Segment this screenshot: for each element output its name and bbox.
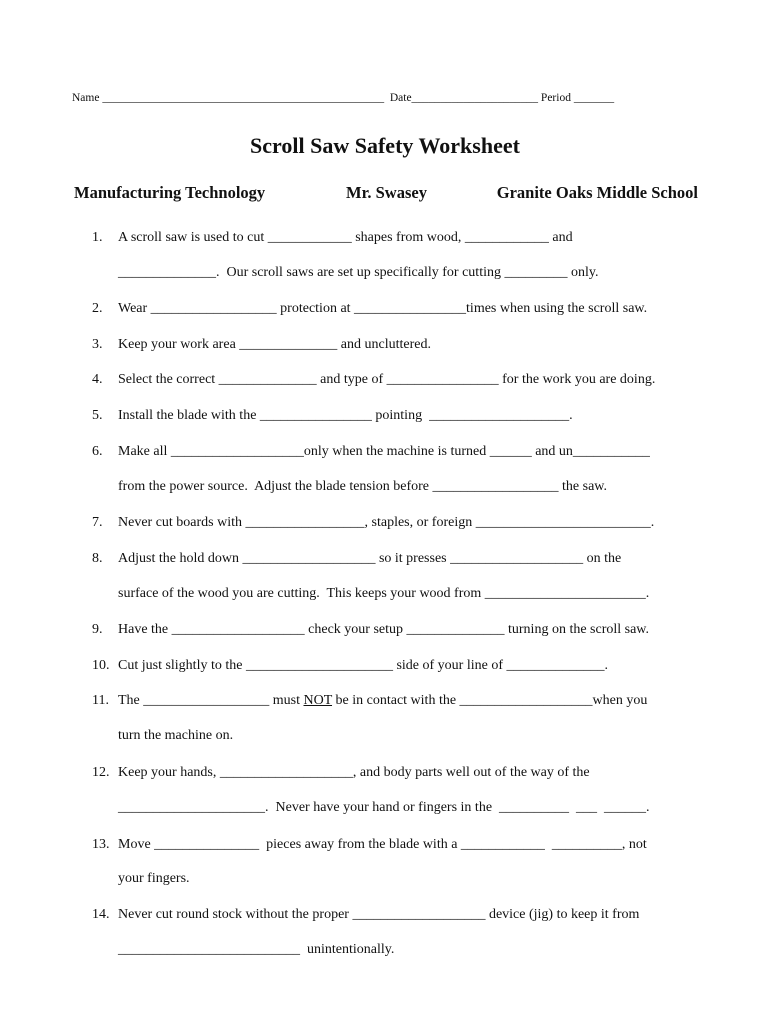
question-number: 2. — [92, 301, 103, 316]
question-text: Have the ___________________ check your setup ______________ turning on the scroll saw. — [118, 622, 650, 637]
question-9 — [92, 621, 712, 638]
question-7 — [92, 514, 712, 531]
question-14-continued: __________________________ unintentionally. — [118, 942, 395, 957]
question-text: Wear __________________ protection at ________________times when using the scroll saw. — [118, 301, 648, 316]
question-number: 5. — [92, 408, 103, 423]
question-number: 14. — [92, 907, 110, 922]
question-14 — [92, 906, 712, 923]
teacher-name: Mr. Swasey — [346, 183, 427, 202]
question-text: Keep your hands, ___________________, and body parts well out of the way of the — [118, 765, 590, 780]
question-6 — [92, 443, 712, 460]
question-text: Keep your work area ______________ and uncluttered. — [118, 337, 431, 352]
question-text-emphasis: NOT — [303, 693, 333, 708]
question-number: 1. — [92, 230, 103, 245]
page-title: Scroll Saw Safety Worksheet — [250, 133, 520, 158]
question-text: Adjust the hold down ___________________ so it presses ___________________ on the — [118, 551, 622, 566]
school-name: Granite Oaks Middle School — [496, 183, 698, 202]
question-text: Make all ___________________only when the machine is turned ______ and un___________ — [118, 444, 650, 459]
question-text: Install the blade with the ________________ pointing ____________________. — [118, 408, 573, 423]
question-3 — [92, 336, 712, 353]
question-2 — [92, 300, 712, 317]
question-4 — [92, 371, 712, 388]
subheader — [74, 183, 698, 207]
question-number: 13. — [92, 837, 110, 852]
question-12-continued: _____________________. Never have your hand or fingers in the __________ ___ ______. — [118, 800, 650, 815]
question-5 — [92, 407, 712, 424]
question-11-continued: turn the machine on. — [118, 728, 234, 743]
question-number: 9. — [92, 622, 103, 637]
course-name: Manufacturing Technology — [74, 183, 266, 202]
name-date-period-line: Name _________________________________________________ Date______________________ Period _______ — [72, 92, 615, 104]
question-13 — [92, 836, 712, 853]
question-number: 6. — [92, 444, 103, 459]
question-number: 7. — [92, 515, 103, 530]
question-text-part-b: be in contact with the ___________________when you — [332, 693, 648, 708]
question-6-continued: from the power source. Adjust the blade tension before __________________ the saw. — [118, 479, 607, 494]
question-text: Never cut round stock without the proper ___________________ device (jig) to keep it from — [118, 907, 640, 922]
question-text: Select the correct ______________ and type of ________________ for the work you are doing. — [118, 372, 656, 387]
question-text: Cut just slightly to the _____________________ side of your line of ______________. — [118, 658, 608, 673]
question-8-continued: surface of the wood you are cutting. This keeps your wood from _______________________. — [118, 586, 650, 601]
question-number: 8. — [92, 551, 103, 566]
question-text-part-a: The __________________ must — [118, 693, 304, 708]
question-text: A scroll saw is used to cut ____________ shapes from wood, ____________ and — [118, 230, 573, 245]
question-10 — [92, 657, 712, 674]
question-number: 11. — [92, 693, 109, 708]
question-1 — [92, 229, 712, 246]
question-number: 12. — [92, 765, 110, 780]
question-number: 10. — [92, 658, 110, 673]
question-1-continued: ______________. Our scroll saws are set up specifically for cutting _________ only. — [118, 265, 599, 280]
question-number: 4. — [92, 372, 103, 387]
question-text: Never cut boards with _________________, staples, or foreign _________________________. — [118, 515, 655, 530]
question-number: 3. — [92, 337, 103, 352]
question-13-continued: your fingers. — [118, 871, 190, 886]
question-8 — [92, 550, 712, 567]
question-text: Move _______________ pieces away from the blade with a ____________ __________, not — [118, 837, 647, 852]
question-12 — [92, 764, 712, 781]
question-11 — [92, 692, 712, 709]
